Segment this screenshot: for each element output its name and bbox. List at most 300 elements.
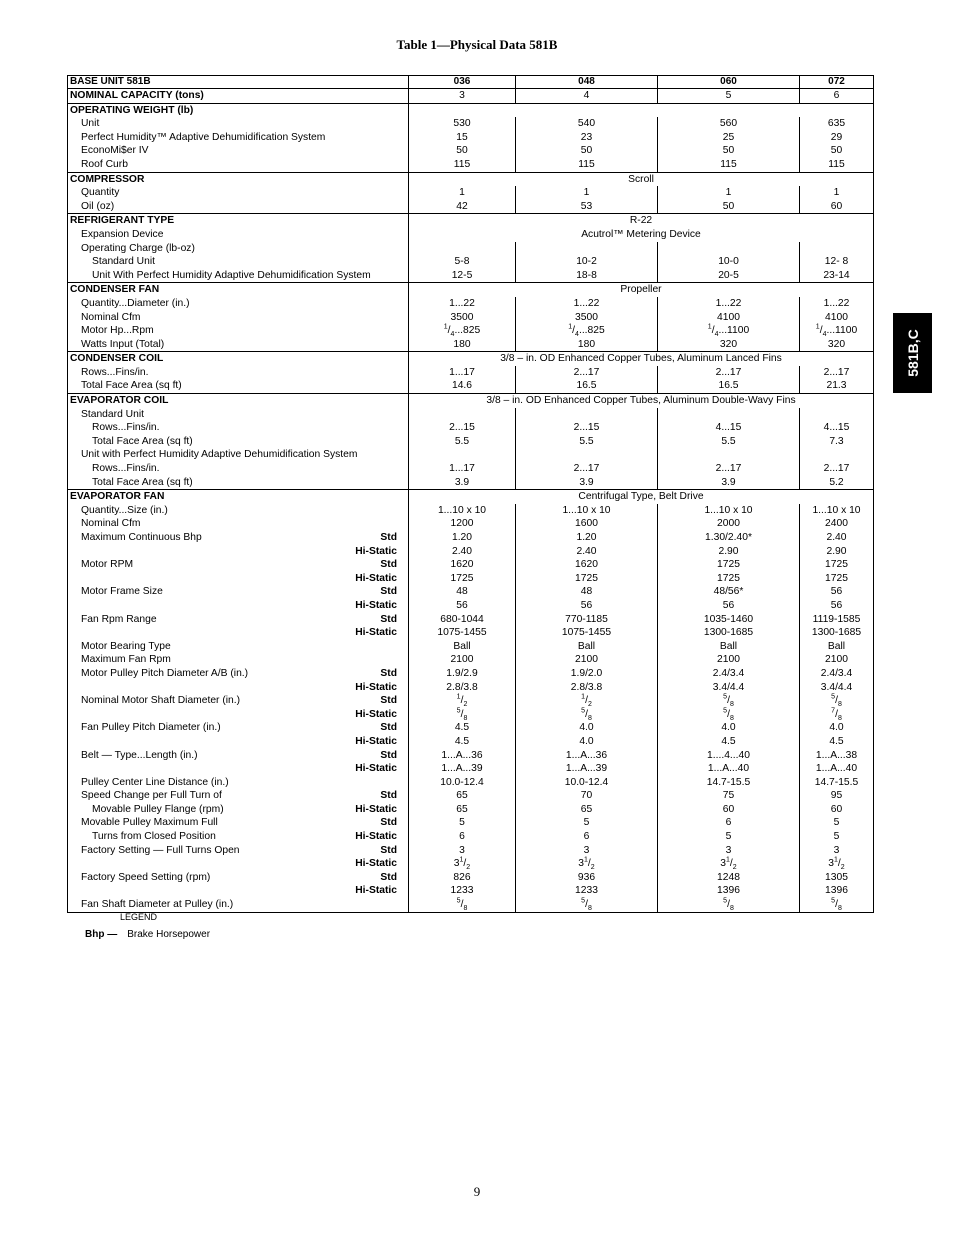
table-cell: 50: [516, 144, 658, 158]
table-cell: 42: [456, 200, 468, 212]
table-cell: 1...22: [516, 297, 658, 311]
row-label: [68, 144, 409, 158]
row-label: [68, 762, 409, 776]
table-cell: 1.9/2.9: [446, 667, 478, 679]
table-row: [68, 269, 874, 283]
row-label: [68, 531, 409, 545]
table-cell: 2400: [800, 517, 874, 531]
fraction-numerator: 1: [443, 323, 448, 331]
table-cell: $3^1/_2$: [800, 857, 874, 871]
table-cell: 1...22: [449, 297, 475, 309]
table-cell: 115: [453, 158, 471, 170]
table-cell: 770-1185: [516, 613, 658, 627]
table-cell: 6: [516, 830, 658, 844]
table-cell: 1...17: [449, 463, 475, 475]
fraction-denominator: 8: [837, 905, 842, 913]
table-cell: 936: [516, 871, 658, 885]
fraction-denominator: 2: [587, 701, 592, 709]
table-cell: 1...A...40: [658, 762, 800, 776]
section-title: [68, 172, 409, 186]
section-header-row: [68, 490, 874, 504]
table-cell: 1.9/2.0: [516, 667, 658, 681]
table-row: [68, 462, 874, 476]
table-cell: 1600: [516, 517, 658, 531]
row-label-wrap: [81, 517, 408, 531]
row-label-wrap: [92, 255, 408, 269]
section-title-text: CONDENSER COIL: [70, 353, 164, 365]
table-row: [68, 379, 874, 393]
table-cell: 65: [456, 803, 468, 815]
row-label: [68, 545, 409, 559]
table-row: [68, 816, 874, 830]
row-qualifier: Hi-Static: [355, 803, 397, 815]
row-label: [68, 871, 409, 885]
table-cell: $^1/_4...825$: [443, 323, 481, 339]
row-qualifier: Std: [380, 695, 397, 707]
span-cell: [409, 352, 874, 366]
fraction-denominator: 4: [575, 331, 579, 339]
table-cell: 65: [516, 803, 658, 817]
row-label: [68, 255, 409, 269]
fraction-whole: 3: [828, 858, 835, 870]
table-cell: 50: [456, 145, 468, 157]
row-label: [68, 379, 409, 393]
row-label-wrap: [81, 585, 408, 599]
row-label-wrap: [81, 379, 408, 393]
table-cell: 25: [658, 131, 800, 145]
row-label-wrap: [81, 186, 408, 200]
span-cell: [409, 490, 874, 504]
table-cell: Ball: [453, 640, 471, 652]
row-label-text: Expansion Device: [81, 228, 164, 240]
row-label-text: Pulley Center Line Distance (in.): [81, 776, 229, 788]
fraction-denominator: 8: [729, 701, 734, 709]
fraction-numerator: 5: [456, 707, 461, 715]
table-row: [68, 131, 874, 145]
table-cell: 3.9: [454, 476, 470, 488]
span-line: Acutrol™ Metering Device: [581, 228, 701, 240]
table-cell: 5: [800, 816, 874, 830]
section-title-text: REFRIGERANT TYPE: [70, 215, 175, 227]
table-cell: 1725: [658, 572, 800, 586]
table-cell: 2.4/3.4: [658, 667, 800, 681]
table-cell: 2...15: [516, 421, 658, 435]
row-label-wrap: [81, 749, 408, 763]
row-label: [68, 776, 409, 790]
legend-abbr: Bhp —: [85, 929, 118, 940]
table-row: [68, 640, 874, 654]
table-cell: 1.30/2.40*: [658, 531, 800, 545]
table-row: [68, 857, 874, 871]
table-cell: 7.3: [800, 435, 874, 449]
row-label-wrap: [81, 681, 408, 695]
table-cell: 1119-1585: [800, 613, 874, 627]
table-cell: 3: [516, 844, 658, 858]
span-line: 3/8 – in. OD Enhanced Copper Tubes, Aluminum Double-Wavy Fins: [486, 395, 796, 407]
empty-cell: [409, 103, 874, 117]
value-suffix: ...825: [578, 325, 605, 337]
row-label-wrap: [81, 708, 408, 722]
row-label-text: Movable Pulley Maximum Full: [81, 817, 218, 829]
section-header-row: [68, 214, 874, 228]
table-row: [68, 117, 874, 131]
row-label: [68, 200, 409, 214]
table-cell: 56: [516, 599, 658, 613]
table-cell: 12- 8: [800, 255, 874, 269]
table-cell: 1: [459, 187, 465, 199]
row-label-text: Quantity: [81, 187, 120, 199]
section-title-text: EVAPORATOR FAN: [70, 491, 165, 503]
table-row: [68, 504, 874, 518]
row-label-text: Unit With Perfect Humidity Adaptive Dehumidification System: [92, 269, 371, 281]
table-cell: 2...15: [449, 422, 475, 434]
table-row: [68, 599, 874, 613]
fraction-denominator: 2: [840, 864, 845, 872]
row-label-wrap: [81, 694, 408, 708]
fraction-numerator: 5: [831, 897, 836, 905]
row-label: [68, 857, 409, 871]
table-cell: 3.9: [658, 476, 800, 490]
side-tab-label: 581B,C: [904, 329, 921, 377]
table-cell: 180: [516, 338, 658, 352]
table-cell: 15: [456, 131, 468, 143]
table-cell: $3^1/_2$: [658, 857, 800, 871]
table-cell: $^1/_4...825$: [516, 324, 658, 338]
table-cell: 12-5: [451, 269, 473, 281]
section-header-row: [68, 103, 874, 117]
table-cell: 3.4/4.4: [800, 681, 874, 695]
table-cell: 1725: [800, 558, 874, 572]
fraction-numerator: 1: [568, 323, 573, 331]
row-label: [68, 844, 409, 858]
table-cell: 1620: [450, 559, 474, 571]
table-cell: 6: [459, 831, 465, 843]
row-label: [68, 681, 409, 695]
table-cell: 2.40: [516, 545, 658, 559]
table-cell: 1...22: [658, 297, 800, 311]
row-label: [68, 694, 409, 708]
table-cell: 1300-1685: [800, 626, 874, 640]
fraction-denominator: 4: [450, 331, 455, 339]
table-cell: 5.5: [516, 435, 658, 449]
row-label-wrap: [81, 871, 408, 885]
table-cell: 680-1044: [440, 613, 484, 625]
table-cell: 4100: [800, 311, 874, 325]
table-cell: 1620: [516, 558, 658, 572]
table-cell: 6: [658, 816, 800, 830]
table-cell: 115: [658, 158, 800, 172]
row-label-text: Speed Change per Full Turn of: [81, 790, 222, 802]
table-cell: $^7/_8$: [800, 708, 874, 722]
row-qualifier: Std: [380, 817, 397, 829]
table-row: [68, 186, 874, 200]
row-label-text: Nominal Motor Shaft Diameter (in.): [81, 695, 241, 707]
row-label-wrap: [92, 269, 408, 283]
table-cell: 10-2: [516, 255, 658, 269]
row-label: [68, 435, 409, 449]
section-title: [68, 103, 409, 117]
fraction-denominator: 2: [463, 701, 468, 709]
table-cell: 1: [800, 186, 874, 200]
table-cell: 4100: [658, 311, 800, 325]
row-label-wrap: [81, 366, 408, 380]
table-cell: 4.0: [658, 721, 800, 735]
table-cell: 560: [658, 117, 800, 131]
row-label: [68, 803, 409, 817]
table-row: [68, 681, 874, 695]
row-qualifier: Hi-Static: [355, 681, 397, 693]
fraction-numerator: 1: [726, 856, 730, 864]
fraction-denominator: 2: [466, 864, 471, 872]
row-label: [68, 789, 409, 803]
row-label: [68, 338, 409, 352]
table-cell: $^1/_2$: [456, 693, 468, 709]
row-label: [68, 585, 409, 599]
table-cell: 2100: [450, 654, 474, 666]
row-label: [68, 421, 409, 435]
table-cell: 1300-1685: [658, 626, 800, 640]
table-row: [68, 694, 874, 708]
value-suffix: ...1100: [826, 325, 858, 337]
fraction-numerator: 5: [723, 707, 728, 715]
row-label: [68, 749, 409, 763]
row-label-text: Motor Frame Size: [81, 586, 163, 598]
row-label-wrap: [81, 324, 408, 338]
row-label-text: Nominal Cfm: [81, 518, 141, 530]
row-qualifier: Std: [380, 722, 397, 734]
table-cell: 1: [516, 186, 658, 200]
table-cell: 23: [516, 131, 658, 145]
table-cell: Ball: [658, 640, 800, 654]
table-cell: 1.20: [516, 531, 658, 545]
table-cell: 50: [658, 200, 800, 214]
table-cell: 5.2: [800, 476, 874, 490]
fraction-whole: 3: [578, 858, 585, 870]
section-header-row: [68, 352, 874, 366]
row-label: [68, 476, 409, 490]
table-header-row: [68, 76, 874, 89]
row-label: [68, 186, 409, 200]
table-cell: 5.5: [454, 435, 470, 447]
table-row: [68, 144, 874, 158]
row-label-text: Maximum Fan Rpm: [81, 654, 171, 666]
row-label-wrap: [92, 803, 408, 817]
table-row: [68, 200, 874, 214]
table-cell: 50: [658, 144, 800, 158]
table-cell: 1...17: [449, 366, 475, 378]
row-label-wrap: [81, 338, 408, 352]
table-row: [68, 572, 874, 586]
table-cell: 1305: [800, 871, 874, 885]
fraction-denominator: 8: [587, 905, 592, 913]
table-cell: $^5/_8$: [800, 694, 874, 708]
row-label-text: Fan Shaft Diameter at Pulley (in.): [81, 899, 234, 911]
table-cell: 4...15: [658, 421, 800, 435]
table-cell: 60: [658, 803, 800, 817]
span-cell: [409, 283, 874, 297]
table-section: [68, 394, 874, 490]
fraction-numerator: 1: [581, 693, 586, 701]
row-label: [68, 269, 409, 283]
table-cell: 4.0: [800, 721, 874, 735]
section-title: [68, 394, 409, 408]
span-line: R-22: [629, 215, 653, 227]
table-cell: 2100: [658, 653, 800, 667]
table-row: [68, 338, 874, 352]
table-cell: 4.0: [516, 721, 658, 735]
row-label-text: Fan Rpm Range: [81, 613, 157, 625]
table-cell: 2.40: [451, 545, 473, 557]
table-cell: 115: [800, 158, 874, 172]
table-cell: 70: [516, 789, 658, 803]
section-title-text: EVAPORATOR COIL: [70, 395, 169, 407]
table-cell: [800, 408, 874, 422]
fraction-numerator: 5: [723, 897, 728, 905]
table-row: [68, 311, 874, 325]
side-tab: [893, 313, 932, 393]
table-cell: 2...17: [658, 366, 800, 380]
span-line: Centrifugal Type, Belt Drive: [578, 491, 704, 503]
table-cell: 5: [800, 830, 874, 844]
row-label-text: Standard Unit: [92, 256, 155, 268]
table-cell: 2...17: [658, 462, 800, 476]
table-cell: 5: [516, 816, 658, 830]
row-label-wrap: [81, 545, 408, 559]
table-row: [68, 517, 874, 531]
table-cell: $^5/_8$: [658, 708, 800, 722]
table-cell: 53: [516, 200, 658, 214]
row-label: [68, 735, 409, 749]
table-row: [68, 531, 874, 545]
fraction-numerator: 5: [831, 693, 836, 701]
row-label: [68, 242, 409, 256]
row-label-text: Rows...Fins/in.: [92, 422, 160, 434]
row-label-text: Belt — Type...Length (in.): [81, 749, 198, 761]
table-cell: [800, 448, 874, 462]
table-cell: 2...17: [800, 462, 874, 476]
table-cell: 3.4/4.4: [658, 681, 800, 695]
table-cell: 1...10 x 10: [516, 504, 658, 518]
table-row: [68, 255, 874, 269]
row-label-text: Motor Hp...Rpm: [81, 325, 154, 337]
table-row: [68, 448, 874, 462]
table-cell: 1035-1460: [658, 613, 800, 627]
table-cell: 2000: [658, 517, 800, 531]
table-cell: 826: [453, 871, 471, 883]
fraction-denominator: 2: [732, 864, 737, 872]
table-cell: [658, 242, 800, 256]
row-label-wrap: [81, 242, 408, 256]
span-line: 3/8 – in. OD Enhanced Copper Tubes, Aluminum Lanced Fins: [500, 353, 782, 365]
table-cell: 115: [516, 158, 658, 172]
row-label-wrap: [81, 898, 408, 912]
table-cell: $^5/_8$: [456, 707, 468, 722]
row-label-text: Standard Unit: [81, 408, 144, 420]
row-label: [68, 816, 409, 830]
table-cell: 10.0-12.4: [440, 776, 484, 788]
table-cell: $3^1/_2$: [516, 857, 658, 871]
row-label-wrap: [92, 476, 408, 490]
row-qualifier: Hi-Static: [355, 858, 397, 870]
fraction-denominator: 8: [729, 905, 734, 913]
table-cell: 3: [459, 90, 465, 101]
row-label: [68, 830, 409, 844]
row-label-wrap: [81, 776, 408, 790]
fraction-denominator: 8: [837, 701, 842, 709]
row-label-wrap: [81, 721, 408, 735]
row-label: [68, 640, 409, 654]
table-cell: 4.0: [516, 735, 658, 749]
table-row: [68, 653, 874, 667]
legend-title: LEGEND: [120, 912, 158, 922]
row-label-wrap: [81, 884, 408, 898]
table-cell: 2...17: [516, 462, 658, 476]
fraction-denominator: 4: [822, 331, 827, 339]
row-label-wrap: [81, 144, 408, 158]
table-cell: 3.9: [516, 476, 658, 490]
value-suffix: ...1100: [718, 325, 750, 337]
table-cell: 14.7-15.5: [658, 776, 800, 790]
row-label-text: Quantity...Size (in.): [81, 504, 168, 516]
table-cell: 2...17: [800, 366, 874, 380]
row-label-text: Perfect Humidity™ Adaptive Dehumidification System: [81, 131, 326, 143]
section-title: [68, 490, 409, 504]
row-qualifier: Hi-Static: [355, 627, 397, 639]
table-cell: 1396: [800, 884, 874, 898]
row-qualifier: Hi-Static: [355, 735, 397, 747]
row-label-text: Factory Setting — Full Turns Open: [81, 844, 240, 856]
row-label: [68, 462, 409, 476]
fraction-denominator: 2: [590, 864, 595, 872]
row-label: [68, 158, 409, 172]
fraction-numerator: 1: [459, 856, 464, 864]
table-cell: 48: [456, 586, 468, 598]
table-row: [68, 803, 874, 817]
table-row: [68, 789, 874, 803]
table-cell: 10-0: [658, 255, 800, 269]
fraction-numerator: 7: [831, 707, 836, 715]
table-cell: 3500: [450, 311, 474, 323]
table-cell: 56: [456, 599, 468, 611]
row-label-wrap: [81, 735, 408, 749]
value-suffix: ...825: [454, 325, 481, 337]
span-cell: [409, 394, 874, 408]
row-label: [68, 721, 409, 735]
row-label: [68, 297, 409, 311]
row-label-wrap: [92, 462, 408, 476]
fraction-denominator: 8: [587, 714, 592, 722]
table-cell: Ball: [800, 640, 874, 654]
row-qualifier: Hi-Static: [355, 885, 397, 897]
fraction-whole: 3: [720, 858, 727, 870]
table-cell: 1...A...39: [516, 762, 658, 776]
physical-data-table: [67, 75, 873, 913]
fraction-numerator: 1: [707, 323, 712, 331]
table-cell: 65: [456, 790, 468, 802]
table-row: [68, 545, 874, 559]
section-title-text: CONDENSER FAN: [70, 284, 160, 296]
row-label-wrap: [81, 228, 408, 242]
row-qualifier: Std: [380, 667, 397, 679]
row-label-text: Total Face Area (sq ft): [81, 380, 182, 392]
table-cell: 3: [658, 844, 800, 858]
row-label-text: Fan Pulley Pitch Diameter (in.): [81, 722, 221, 734]
header-col-048: 048: [516, 76, 658, 89]
row-qualifier: Hi-Static: [355, 708, 397, 720]
table-row: [68, 558, 874, 572]
section-header-row: [68, 172, 874, 186]
table-cell: 5.5: [658, 435, 800, 449]
